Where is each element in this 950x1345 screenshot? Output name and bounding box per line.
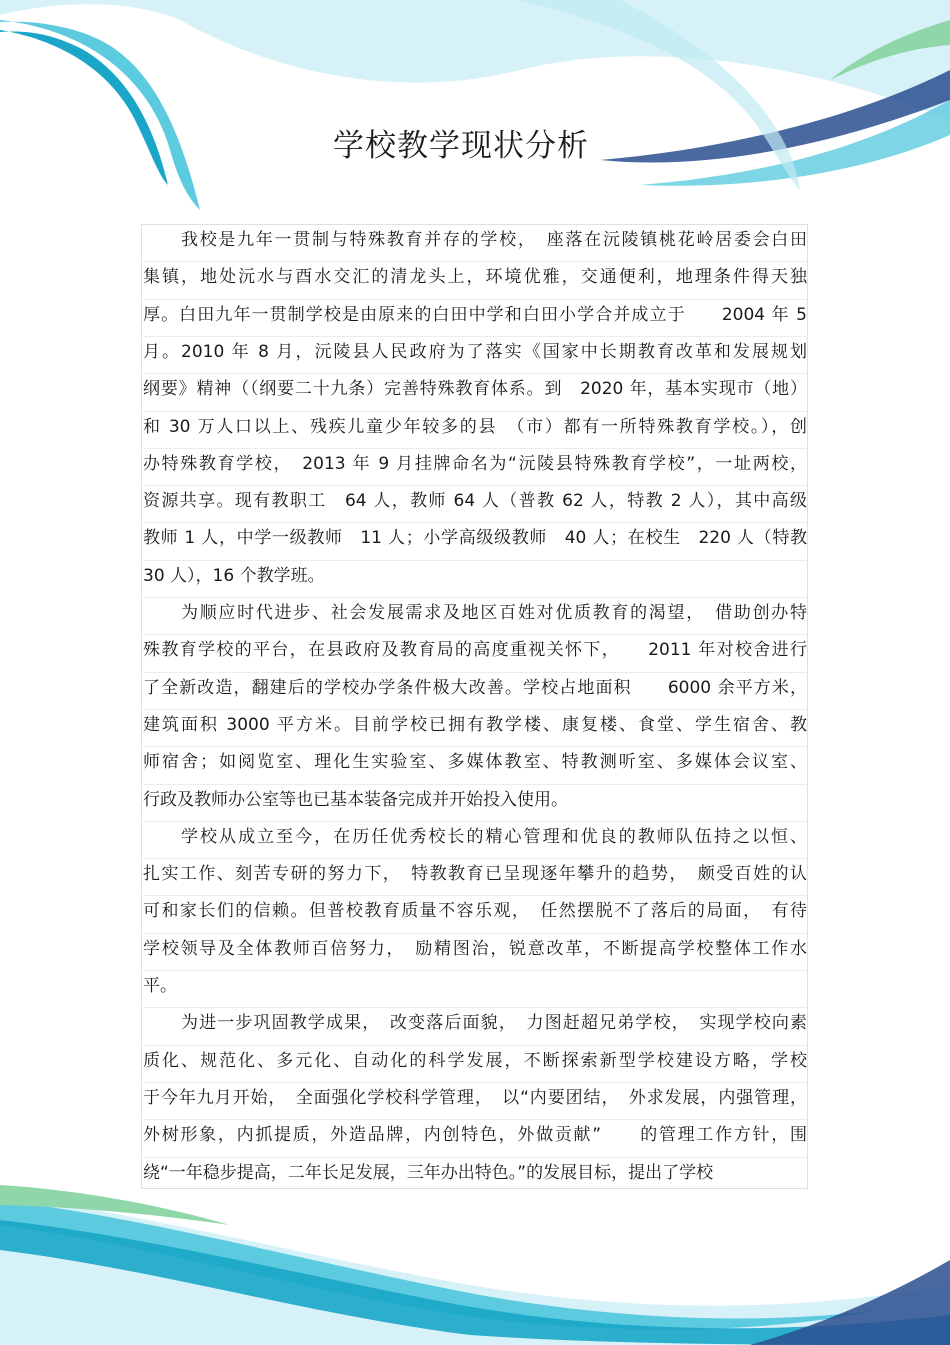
text-line: 为进一步巩固教学成果， 改变落后面貌， 力图赶超兄弟学校， 实现学校向素 [181,1013,807,1034]
text-line: 办特殊教育学校， 2013 年 9 月挂牌命名为“沅陵县特殊教育学校”，一址两校， [143,453,807,474]
text-line: 学校领导及全体教师百倍努力， 励精图治，锐意改革，不断提高学校整体工作水 [143,938,807,959]
text-line: 师宿舍；如阅览室、理化生实验室、多媒体教室、特教测听室、多媒体会议室、 [143,752,807,773]
text-line: 外树形象，内抓提质，外造品牌，内创特色，外做贡献” 的管理工作方针，围 [143,1125,807,1146]
text-line: 殊教育学校的平台，在县政府及教育局的高度重视关怀下， 2011 年对校舍进行 [143,640,807,661]
row-divider [141,336,808,337]
row-divider [141,1119,808,1120]
row-divider [141,411,808,412]
text-line: 30 人），16 个教学班。 [143,565,325,586]
text-line: 纲要》精神（（纲要二十九条）完善特殊教育体系。到 2020 年，基本实现市（地） [143,379,807,400]
text-line: 资源共享。现有教职工 64 人，教师 64 人（普教 62 人，特教 2 人），其中高级 [143,491,807,512]
text-line: 和 30 万人口以上、残疾儿童少年较多的县 （市）都有一所特殊教育学校。），创 [143,416,807,437]
row-divider [141,522,808,523]
row-divider [141,858,808,859]
row-divider [141,373,808,374]
row-divider [141,261,808,262]
row-divider [141,709,808,710]
text-line: 可和家长们的信赖。但普校教育质量不容乐观， 任然摆脱不了落后的局面， 有待 [143,901,807,922]
row-divider [141,933,808,934]
text-line: 集镇，地处沅水与酉水交汇的清龙头上，环境优雅，交通便利，地理条件得天独 [143,267,807,288]
text-line: 月。2010 年 8 月，沅陵县人民政府为了落实《国家中长期教育改革和发展规划 [143,341,807,362]
row-divider [141,1007,808,1008]
row-divider [141,970,808,971]
row-divider [141,1157,808,1158]
row-divider [141,1045,808,1046]
row-divider [141,821,808,822]
text-line: 我校是九年一贯制与特殊教育并存的学校， 座落在沅陵镇桃花岭居委会白田 [181,230,807,250]
row-divider [141,634,808,635]
row-divider [141,672,808,673]
row-divider [141,485,808,486]
row-divider [141,746,808,747]
row-divider [141,448,808,449]
row-divider [141,597,808,598]
row-divider [141,560,808,561]
document-title: 学校教学现状分析 [333,128,589,164]
text-line: 于今年九月开始， 全面强化学校科学管理， 以“内要团结， 外求发展，内强管理， [143,1087,807,1108]
top-wave-light [0,0,950,120]
text-line: 厚。白田九年一贯制学校是由原来的白田中学和白田小学合并成立于 2004 年 5 [143,304,807,325]
text-line: 教师 1 人，中学一级教师 11 人；小学高级级教师 40 人；在校生 220 人（特教 [143,528,807,549]
text-line: 行政及教师办公室等也已基本装备完成并开始投入使用。 [143,789,568,810]
row-divider [141,784,808,785]
text-line: 扎实工作、刻苦专研的努力下， 特教教育已呈现逐年攀升的趋势， 颇受百姓的认 [143,864,807,885]
text-line: 平。 [143,976,177,996]
row-divider [141,1082,808,1083]
row-divider [141,299,808,300]
text-line: 为顺应时代进步、社会发展需求及地区百姓对优质教育的渴望， 借助创办特 [181,603,807,623]
text-line: 质化、规范化、多元化、自动化的科学发展，不断探索新型学校建设方略，学校 [143,1050,807,1071]
top-wave-teal [0,20,200,210]
bottom-wave-decoration [0,1175,950,1345]
text-line: 建筑面积 3000 平方米。目前学校已拥有教学楼、康复楼、食堂、学生宿舍、教 [143,714,807,735]
text-line: 绕“一年稳步提高，二年长足发展，三年办出特色。”的发展目标，提出了学校 [143,1162,714,1183]
text-line: 学校从成立至今，在历任优秀校长的精心管理和优良的教师队伍持之以恒、 [181,826,807,847]
row-divider [141,895,808,896]
text-line: 了全新改造，翻建后的学校办学条件极大改善。学校占地面积 6000 余平方米， [143,677,807,698]
